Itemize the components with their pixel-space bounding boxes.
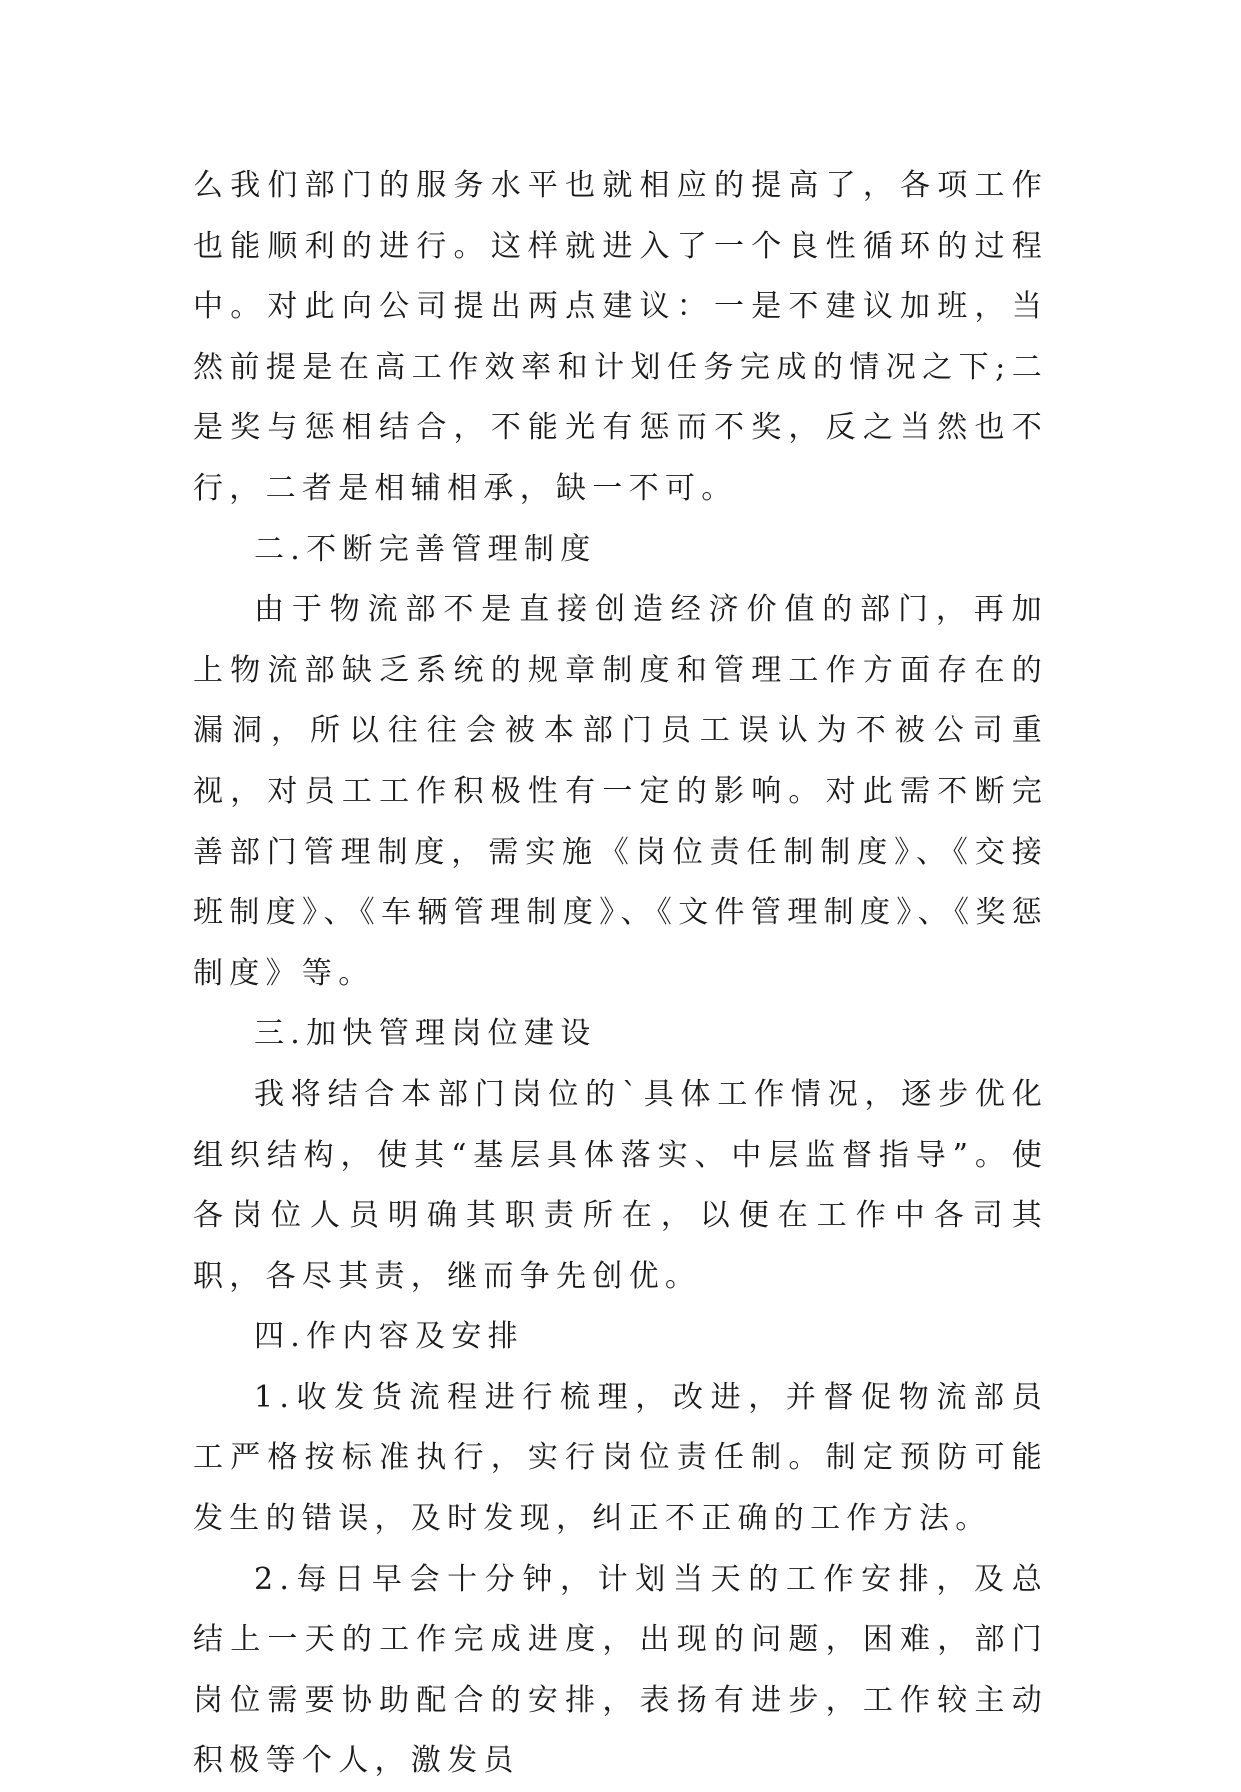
list-item-2: 2.每日早会十分钟，计划当天的工作安排，及总结上一天的工作完成进度，出现的问题，困难，部门岗位需要协助配合的安排，表扬有进步，工作较主动积极等个人，激发员 (193, 1561, 1048, 1779)
section-heading-3: 三.加快管理岗位建设 (254, 1016, 597, 1052)
paragraph-2: 由于物流部不是直接创造经济价值的部门，再加上物流部缺乏系统的规章制度和管理工作方面存在的漏洞，所以往往会被本部门员工误认为不被公司重视，对员工工作积极性有一定的影响。对此需不断完善部门管理制度，需实施《岗位责任制制度》、《交接班制度》、《车辆管理制度》、《文件管理制度》、《奖惩制度》等。 (193, 592, 1048, 991)
paragraph-1: 么我们部门的服务水平也就相应的提高了，各项工作也能顺利的进行。这样就进入了一个良性循环的过程中。对此向公司提出两点建议：一是不建议加班，当然前提是在高工作效率和计划任务完成的情况之下;二是奖与惩相结合，不能光有惩而不奖，反之当然也不行，二者是相辅相承，缺一不可。 (193, 168, 1048, 506)
section-heading-4: 四.作内容及安排 (254, 1319, 524, 1355)
document-body (193, 156, 1048, 1792)
list-item-1: 1.收发货流程进行梳理，改进，并督促物流部员工严格按标准执行，实行岗位责任制。制定预防可能发生的错误，及时发现，纠正不正确的工作方法。 (193, 1379, 1048, 1537)
section-heading-2: 二.不断完善管理制度 (254, 531, 597, 567)
paragraph-3: 我将结合本部门岗位的`具体工作情况，逐步优化组织结构，使其“基层具体落实、中层监督指导”。使各岗位人员明确其职责所在，以便在工作中各司其职，各尽其责，继而争先创优。 (193, 1076, 1048, 1294)
